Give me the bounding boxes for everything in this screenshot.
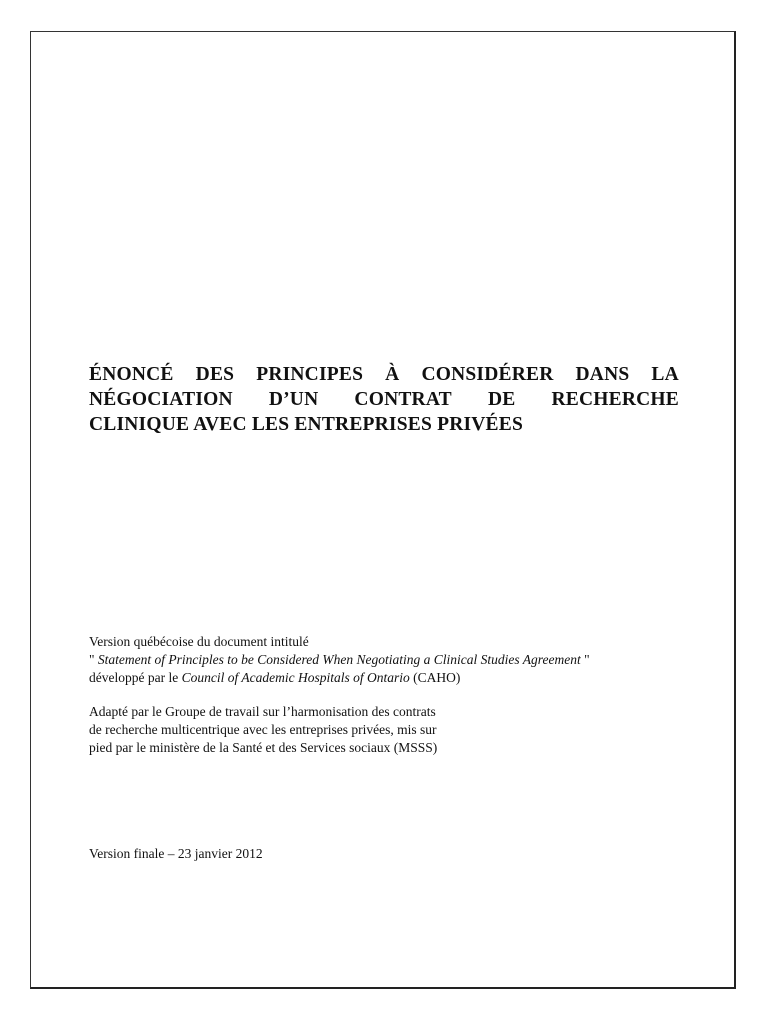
version-description: [89, 633, 590, 687]
adapt-line-3: pied par le ministère de la Santé et des Services sociaux (MSSS): [89, 740, 438, 755]
title-line-2: [89, 387, 679, 412]
version-line-3: [89, 669, 590, 687]
close-quote: ": [580, 652, 590, 667]
title-word: DE: [487, 389, 516, 410]
title-word: RECHERCHE: [551, 389, 679, 410]
title-word: CONSIDÉRER: [421, 364, 554, 385]
title-word: NÉGOCIATION: [89, 389, 233, 410]
organization-name: Council of Academic Hospitals of Ontario: [181, 670, 410, 685]
title-word: ÉNONCÉ: [89, 364, 174, 385]
adapt-line-2: de recherche multicentrique avec les entreprises privées, mis sur: [89, 722, 437, 737]
adapt-line-1: Adapté par le Groupe de travail sur l’harmonisation des contrats: [89, 704, 436, 719]
title-word: DANS: [575, 364, 630, 385]
title-word: PRINCIPES: [256, 364, 364, 385]
title-word: CONTRAT: [354, 389, 452, 410]
version-line-2: [89, 651, 590, 669]
adaptation-note: [89, 703, 437, 757]
title-word: LA: [651, 364, 679, 385]
organization-acronym: (CAHO): [409, 670, 461, 685]
document-title: [89, 362, 679, 437]
title-word: À: [385, 364, 400, 385]
title-word: D’UN: [268, 389, 319, 410]
open-quote: ": [89, 652, 98, 667]
version-line-1: Version québécoise du document intitulé: [89, 634, 309, 649]
original-document-title: Statement of Principles to be Considered When Negotiating a Clinical Studies Agreement: [97, 652, 581, 667]
title-line-1: [89, 362, 679, 387]
title-line-3: CLINIQUE AVEC LES ENTREPRISES PRIVÉES: [89, 414, 524, 435]
final-version-text: Version finale – 23 janvier 2012: [89, 846, 263, 861]
final-version-date: [89, 845, 263, 863]
title-word: DES: [195, 364, 235, 385]
developed-by-prefix: développé par le: [89, 670, 182, 685]
